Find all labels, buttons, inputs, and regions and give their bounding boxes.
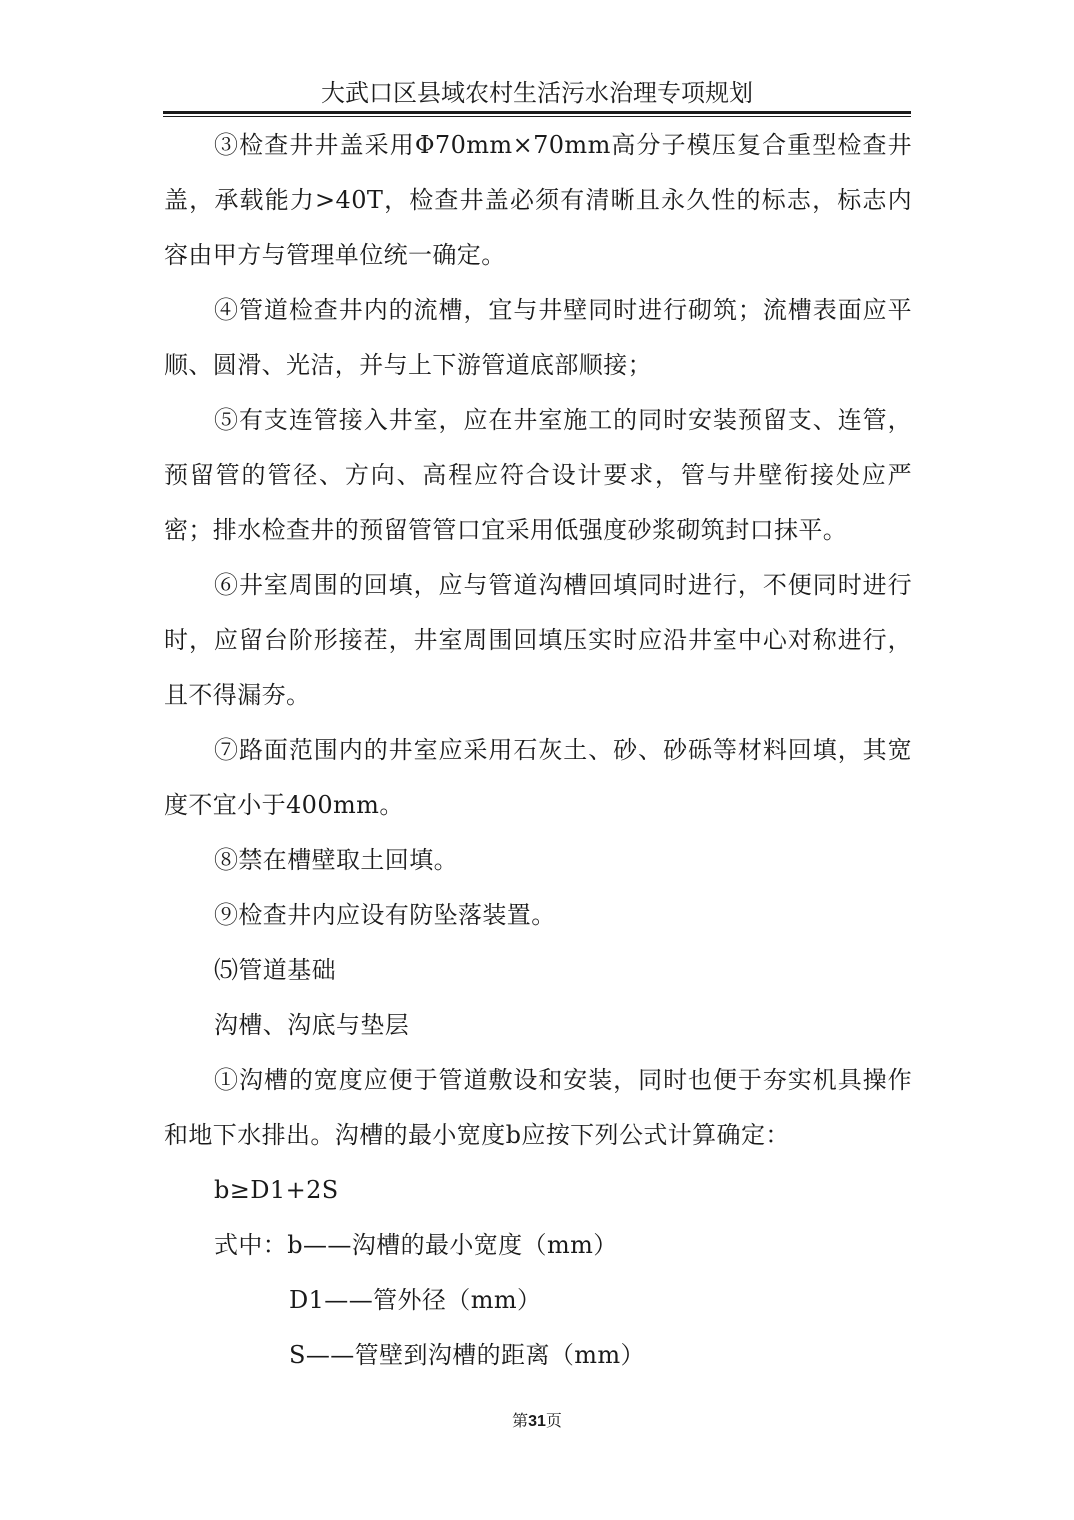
subheading-trench: 沟槽、沟底与垫层 [214, 1011, 410, 1039]
formula-legend-d1: D1——管外径（mm） [289, 1286, 542, 1314]
paragraph-trench-width: ①沟槽的宽度应便于管道敷设和安装，同时也便于夯实机具操作和地下水排出。沟槽的最小宽度b应按下列公式计算确定： [164, 1066, 912, 1149]
paragraph-manhole-cover: ③检查井井盖采用Φ70mm×70mm高分子模压复合重型检查井盖，承载能力>40T，检查井盖必须有清晰且永久性的标志，标志内容由甲方与管理单位统一确定。 [164, 131, 912, 269]
paragraph-no-wall-soil: ⑧禁在槽壁取土回填。 [214, 846, 458, 874]
paragraph-anti-fall: ⑨检查井内应设有防坠落装置。 [214, 901, 556, 929]
page-number: 31 [528, 1413, 546, 1430]
formula-legend-s: S——管壁到沟槽的距离（mm） [289, 1341, 645, 1369]
page-header-title: 大武口区县域农村生活污水治理专项规划 [321, 79, 753, 107]
footer-prefix: 第 [512, 1411, 529, 1430]
paragraph-backfill: ⑥井室周围的回填，应与管道沟槽回填同时进行，不便同时进行时，应留台阶形接茬，井室周围回填压实时应沿井室中心对称进行，且不得漏夯。 [164, 571, 912, 709]
page-footer [0, 1410, 1074, 1433]
paragraph-branch-pipes: ⑤有支连管接入井室，应在井室施工的同时安装预留支、连管，预留管的管径、方向、高程应符合设计要求，管与井壁衔接处应严密；排水检查井的预留管管口宜采用低强度砂浆砌筑封口抹平。 [164, 406, 912, 544]
formula-legend-b: 式中：b——沟槽的最小宽度（mm） [214, 1231, 618, 1259]
paragraph-flow-channel: ④管道检查井内的流槽，宜与井壁同时进行砌筑；流槽表面应平顺、圆滑、光洁，并与上下游管道底部顺接； [164, 296, 912, 379]
footer-suffix: 页 [545, 1411, 562, 1430]
formula: b≥D1+2S [214, 1176, 339, 1204]
header-rule [163, 111, 911, 114]
document-body [164, 118, 912, 1383]
section-heading-pipe-foundation: ⑸管道基础 [214, 956, 336, 984]
header-rule-thin [163, 116, 911, 117]
paragraph-road-backfill: ⑦路面范围内的井室应采用石灰土、砂、砂砾等材料回填，其宽度不宜小于400mm。 [164, 736, 912, 819]
